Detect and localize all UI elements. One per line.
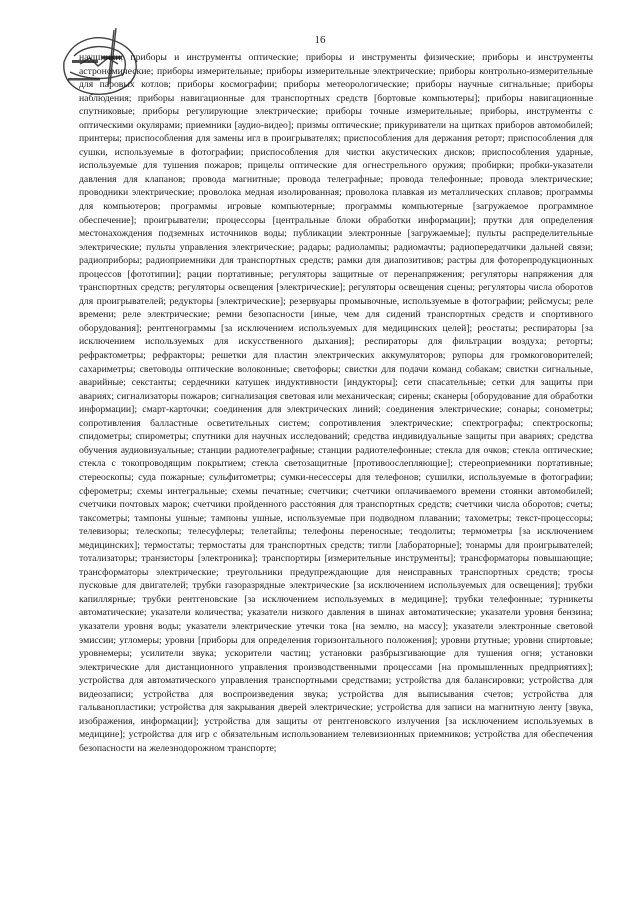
goods-list-text (79, 51, 593, 755)
body-paragraph: наушники; приборы и инструменты оптические; приборы и инструменты физические; приборы и инструменты астрономические; приборы измерительные; приборы измерительные электрические; приборы контрольно-измерительные для паровых котлов; приборы космографии; приборы метеорологические; приборы научные сигнальные; приборы наблюдения; приборы навигационные для транспортных средств [бортовые компьютеры]; приборы навигационные спутниковые; приборы регулирующие электрические; приборы точные измерительные; приборы, инструменты с оптическими окулярами; приемники [аудио-видео]; призмы оптические; прикуриватели на щитках приборов автомобилей; принтеры; приспособления для замены игл в проигрывателях; приспособления для держания реторт; приспособления для сушки, используемые в фотографии; приспособления для чистки акустических дисков; приспособления ударные, используемые для тушения пожаров; прицелы оптические для огнестрельного оружия; пробирки; пробки-указатели давления для клапанов; провода магнитные; провода телеграфные; провода телефонные; провода электрические; проводники электрические; проволока медная изолированная; проволока плавкая из металлических сплавов; программы для компьютеров; программы игровые компьютерные; программы компьютерные [загружаемое программное обеспечение]; проигрыватели; процессоры [центральные блоки обработки информации]; прутки для определения местонахождения подземных источников воды; публикации электронные [загружаемые]; пульты распределительные электрические; пульты управления электрические; радары; радиолампы; радиомачты; радиопередатчики дальней связи; радиоприборы; радиоприемники для транспортных средств; рамки для диапозитивов; растры для фоторепродукционных процессов [фототипии]; рации портативные; регуляторы защитные от перенапряжения; регуляторы напряжения для транспортных средств; регуляторы освещения [электрические]; регуляторы освещения сцены; регуляторы числа оборотов для проигрывателей; редукторы [электрические]; резервуары промывочные, используемые в фотографии; рейсмусы; реле времени; реле электрические; ремни безопасности [иные, чем для сидений транспортных средств и спортивного оборудования]; рентгенограммы [за исключением используемых для медицинских целей]; реостаты; респираторы [за исключением используемых для искусственного дыхания]; респираторы для фильтрации воздуха; реторты; рефрактометры; рефракторы; решетки для пластин электрических аккумуляторов; рупоры для громкоговорителей; сахариметры; световоды оптические волоконные; светофоры; свистки для подачи команд собакам; свистки сигнальные, аварийные; секстанты; сердечники катушек индуктивности [индукторы]; сети спасательные; сетки для защиты при авариях; сигнализаторы пожаров; сигнализация световая или механическая; сирены; сканеры [оборудование для обработки информации]; смарт-карточки; соединения для электрических линий; соединения электрические; сонары; сонометры; сопротивления балластные осветительных систем; сопротивления электрические; спектрографы; спектроскопы; спидометры; спирометры; спутники для научных исследований; средства индивидуальные защиты при авариях; средства обучения аудиовизуальные; станции радиотелеграфные; станции радиотелефонные; стекла для очков; стекла оптические; стекла с токопроводящим покрытием; стекла светозащитные [противоослепляющие]; стереоприемники портативные; стереоскопы; суда пожарные; сульфитометры; сумки-несессеры для телефонов; сушилки, используемые в фотографии; сферометры; схемы интегральные; схемы печатные; счетчики; счетчики оплачиваемого времени стоянки автомобилей; счетчики почтовых марок; счетчики пройденного расстояния для транспортных средств; счетчики числа оборотов; счеты; таксометры; тампоны ушные; тампоны ушные, используемые при подводном плавании; тахометры; текст-процессоры; телевизоры; телескопы; телесуфлеры; телетайпы; телефоны переносные; теодолиты; термометры [за исключением медицинских]; термостаты; термостаты для транспортных средств; тигли [лабораторные]; тонармы для проигрывателей; тотализаторы; транзисторы [электроника]; транспортиры [измерительные инструменты]; трансформаторы повышающие; трансформаторы электрические; треугольники предупреждающие для неисправных транспортных средств; тросы пусковые для двигателей; трубки газоразрядные электрические [за исключением используемых для освещения]; трубки капиллярные; трубки рентгеновские [за исключением используемых в медицине]; трубки телефонные; турникеты автоматические; указатели количества; указатели низкого давления в шинах автоматические; указатели уровня бензина; указатели уровня воды; указатели электрические утечки тока [на землю, на массу]; указатели электронные световой эмиссии; угломеры; уровни [приборы для определения горизонтального положения]; уровни ртутные; уровни спиртовые; уровнемеры; усилители звука; ускорители частиц; установки разбрызгивающие для тушения огня; установки электрические для дистанционного управления производственными процессами [на промышленных предприятиях]; устройства для автоматического управления транспортными средствами; устройства для балансировки; устройства для видеозаписи; устройства для воспроизведения звука; устройства для выписывания счетов; устройства для гальванопластики; устройства для закрывания дверей электрические; устройства для записи на магнитную ленту [звука, изображения, информации]; устройства для защиты от рентгеновского излучения [за исключением используемых в медицине]; устройства для игр с обязательным использованием телевизионных приемников; устройства для обеспечения безопасности на железнодорожном транспорте; (79, 52, 593, 754)
page-number: 16 (314, 34, 326, 46)
